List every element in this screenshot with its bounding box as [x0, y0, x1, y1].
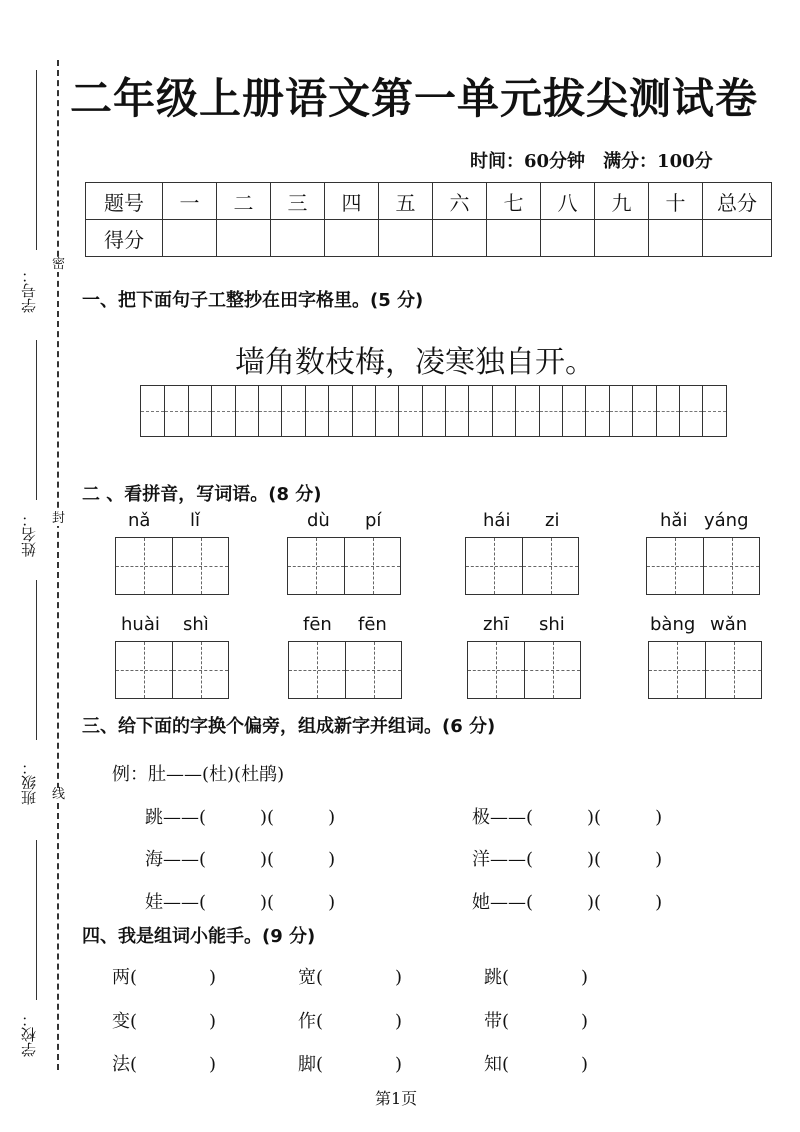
- word-item[interactable]: 宽( ): [298, 967, 403, 988]
- word-item[interactable]: 两( ): [112, 967, 217, 988]
- pinyin-syllable: hái: [483, 510, 511, 531]
- score-header-cell: 九: [595, 183, 649, 220]
- time-limit: 时间：60分钟: [470, 151, 586, 172]
- pinyin-syllable: lǐ: [190, 510, 201, 531]
- tianzige-cell[interactable]: [398, 386, 421, 436]
- score-header-cell: 三: [271, 183, 325, 220]
- pinyin-syllable: fēn: [303, 614, 332, 635]
- tianzige-cell[interactable]: [609, 386, 632, 436]
- example-line: 例：肚——(杜)(杜鹃): [112, 764, 285, 785]
- school-label: 学校：: [20, 1012, 38, 1057]
- class-label: 班级：: [20, 760, 38, 805]
- school-blank[interactable]: [36, 840, 37, 1000]
- pinyin-syllable: yáng: [704, 510, 749, 531]
- score-header-cell: 六: [433, 183, 487, 220]
- seal-xian: 线: [52, 787, 66, 802]
- tianzige-cell[interactable]: [632, 386, 655, 436]
- score-cell[interactable]: [325, 220, 379, 257]
- pinyin-syllable: wǎn: [710, 614, 748, 635]
- pinyin-syllable: dù: [307, 510, 330, 531]
- pinyin-syllable: zhī: [483, 614, 509, 635]
- score-cell[interactable]: [487, 220, 541, 257]
- full-score: 满分：100分: [603, 151, 713, 172]
- score-cell[interactable]: [649, 220, 703, 257]
- pinyin-syllable: fēn: [358, 614, 387, 635]
- pinyin-syllable: shì: [183, 614, 209, 635]
- tianzige-cell[interactable]: [492, 386, 515, 436]
- score-row-label: 得分: [86, 220, 163, 257]
- tianzige-cell[interactable]: [352, 386, 375, 436]
- word-item[interactable]: 脚( ): [298, 1054, 403, 1075]
- writing-grid[interactable]: [465, 537, 579, 595]
- writing-grid[interactable]: [467, 641, 581, 699]
- section-3-heading: 三、给下面的字换个偏旁，组成新字并组词。(6 分): [82, 716, 496, 737]
- tianzige-cell[interactable]: [445, 386, 468, 436]
- pinyin-syllable: zi: [545, 510, 560, 531]
- tianzige-cell[interactable]: [328, 386, 351, 436]
- tianzige-cell[interactable]: [211, 386, 234, 436]
- score-header-cell: 题号: [86, 183, 163, 220]
- word-item[interactable]: 带( ): [484, 1011, 589, 1032]
- tianzige-cell[interactable]: [562, 386, 585, 436]
- section-1-heading: 一、把下面句子工整抄在田字格里。(5 分): [82, 290, 424, 311]
- tianzige-cell[interactable]: [468, 386, 491, 436]
- tianzige-cell[interactable]: [235, 386, 258, 436]
- score-cell[interactable]: [163, 220, 217, 257]
- name-blank[interactable]: [36, 340, 37, 500]
- score-header-cell: 二: [217, 183, 271, 220]
- tianzige-cell[interactable]: [281, 386, 304, 436]
- tianzige-cell[interactable]: [585, 386, 608, 436]
- writing-grid[interactable]: [646, 537, 760, 595]
- score-header-cell: 七: [487, 183, 541, 220]
- score-row: [86, 220, 772, 257]
- writing-grid[interactable]: [115, 641, 229, 699]
- score-header-cell: 五: [379, 183, 433, 220]
- score-cell[interactable]: [541, 220, 595, 257]
- score-cell[interactable]: [433, 220, 487, 257]
- score-header-cell: 八: [541, 183, 595, 220]
- score-header-cell: 一: [163, 183, 217, 220]
- word-item[interactable]: 法( ): [112, 1054, 217, 1075]
- seal-mi: 密: [52, 257, 66, 272]
- name-label: 姓名：: [20, 512, 38, 557]
- class-blank[interactable]: [36, 580, 37, 740]
- pinyin-syllable: huài: [121, 614, 160, 635]
- score-header-row: [86, 183, 772, 220]
- tianzige-cell[interactable]: [375, 386, 398, 436]
- student-id-blank[interactable]: [36, 70, 37, 250]
- tianzige-cell[interactable]: [679, 386, 702, 436]
- radical-item[interactable]: 她——( )( ): [472, 892, 663, 913]
- score-cell[interactable]: [379, 220, 433, 257]
- binding-dashed-line: [57, 60, 59, 1070]
- tianzige-row[interactable]: [140, 385, 727, 437]
- radical-item[interactable]: 跳——( )( ): [145, 807, 336, 828]
- tianzige-cell[interactable]: [656, 386, 679, 436]
- word-item[interactable]: 跳( ): [484, 967, 589, 988]
- tianzige-cell[interactable]: [539, 386, 562, 436]
- score-cell[interactable]: [595, 220, 649, 257]
- page-number: 第1页: [375, 1089, 418, 1108]
- tianzige-cell[interactable]: [305, 386, 328, 436]
- student-id-label: 学号：: [20, 268, 38, 313]
- tianzige-cell[interactable]: [258, 386, 281, 436]
- score-header-cell: 四: [325, 183, 379, 220]
- radical-item[interactable]: 极——( )( ): [472, 807, 663, 828]
- writing-grid[interactable]: [287, 537, 401, 595]
- score-cell[interactable]: [217, 220, 271, 257]
- pinyin-syllable: bàng: [650, 614, 696, 635]
- writing-grid[interactable]: [115, 537, 229, 595]
- section-4-heading: 四、我是组词小能手。(9 分): [82, 926, 316, 947]
- pinyin-syllable: nǎ: [128, 510, 151, 531]
- score-cell[interactable]: [271, 220, 325, 257]
- score-header-cell: 十: [649, 183, 703, 220]
- word-item[interactable]: 变( ): [112, 1011, 217, 1032]
- tianzige-cell[interactable]: [188, 386, 211, 436]
- tianzige-cell[interactable]: [515, 386, 538, 436]
- score-cell[interactable]: [703, 220, 772, 257]
- tianzige-cell[interactable]: [702, 386, 725, 436]
- tianzige-cell[interactable]: [141, 386, 164, 436]
- pinyin-syllable: pí: [365, 510, 382, 531]
- word-item[interactable]: 作( ): [298, 1011, 403, 1032]
- writing-grid[interactable]: [648, 641, 762, 699]
- seal-feng: 封: [52, 511, 66, 526]
- section-2-heading: 二 、看拼音，写词语。(8 分): [82, 484, 322, 505]
- pinyin-syllable: shi: [539, 614, 565, 635]
- exam-meta: [470, 147, 731, 173]
- tianzige-cell[interactable]: [422, 386, 445, 436]
- page-title: 二年级上册语文第一单元拔尖测试卷: [70, 74, 759, 123]
- copy-sentence: 墙角数枝梅，凌寒独自开。: [235, 345, 595, 380]
- radical-item[interactable]: 娃——( )( ): [145, 892, 336, 913]
- writing-grid[interactable]: [288, 641, 402, 699]
- word-item[interactable]: 知( ): [484, 1054, 589, 1075]
- score-header-cell: 总分: [703, 183, 772, 220]
- pinyin-syllable: hǎi: [660, 510, 688, 531]
- score-table: [85, 182, 772, 257]
- radical-item[interactable]: 洋——( )( ): [472, 849, 663, 870]
- radical-item[interactable]: 海——( )( ): [145, 849, 336, 870]
- tianzige-cell[interactable]: [164, 386, 187, 436]
